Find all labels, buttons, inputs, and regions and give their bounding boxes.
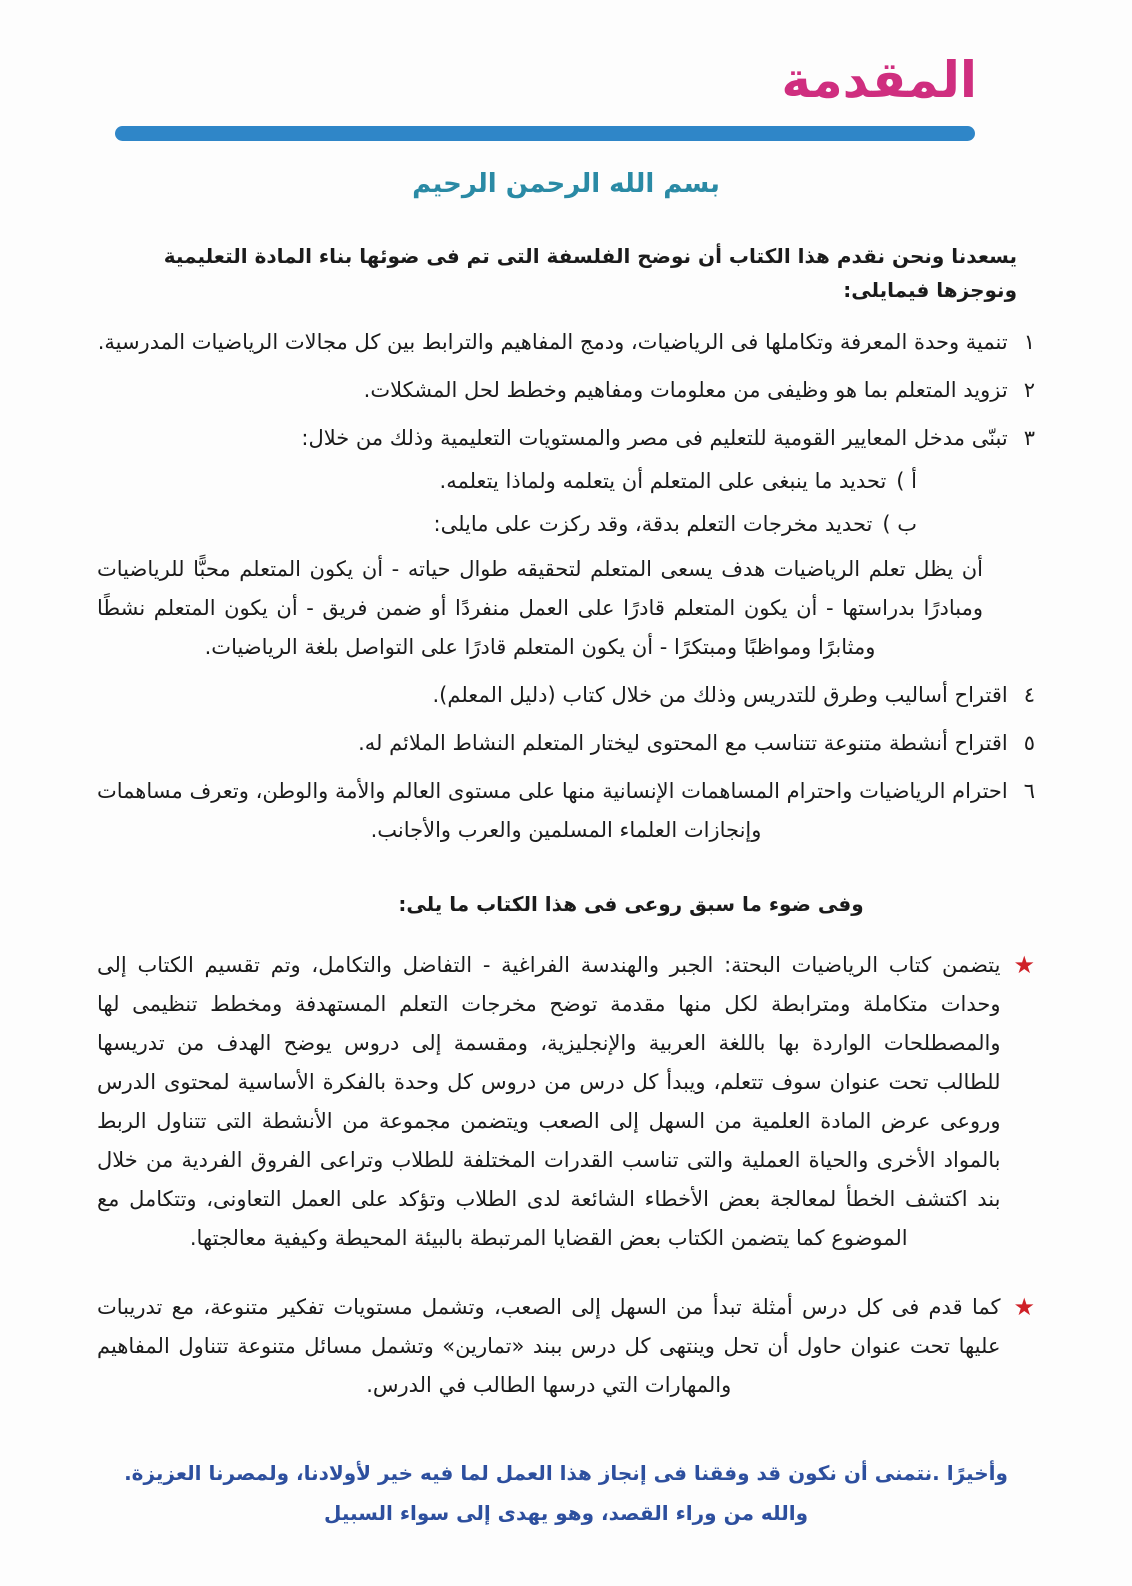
item-number: ٤ — [1023, 682, 1035, 707]
learning-goals-paragraph: أن يظل تعلم الرياضيات هدف يسعى المتعلم لتحقيقه طوال حياته - أن يكون المتعلم محبًّا للرياضيات ومبادرًا بدراستها - أن يكون المتعلم قادرًا على العمل منفردًا أو ضمن فريق - أن يكون المتعلم نشطًا ومثابرًا ومواظبًا ومبتكرًا - أن يكون المتعلم قادرًا على التواصل بلغة الرياضيات. — [97, 556, 983, 659]
item-text: تنمية وحدة المعرفة وتكاملها فى الرياضيات، ودمج المفاهيم والترابط بين كل مجالات الرياضيات المدرسية. — [97, 329, 1008, 354]
closing-line-2: والله من وراء القصد، وهو يهدى إلى سواء السبيل — [323, 1500, 809, 1525]
list-item-2 — [97, 371, 1035, 410]
star-item-text: يتضمن كتاب الرياضيات البحتة: الجبر والهندسة الفراغية - التفاضل والتكامل، وتم تقسيم الكتاب إلى وحدات متكاملة ومترابطة لكل منها مقدمة توضح مخرجات التعلم المستهدفة ومخطط تنظيمى لها والمصطلحات الواردة بها باللغة العربية والإنجليزية، ومقسمة إلى دروس يوضح الهدف من تدريسها للطالب تحت عنوان سوف تتعلم، ويبدأ كل درس من دروس كل وحدة بالفكرة الأساسية لمحتوى الدرس وروعى عرض المادة العلمية من السهل إلى الصعب ويتضمن مجموعة من الأنشطة التى تتناول الربط بالمواد الأخرى والحياة العملية والتى تناسب القدرات المختلفة للطلاب وتراعى الفروق الفردية من خلال بند اكتشف الخطأ لمعالجة بعض الأخطاء الشائعة لدى الطلاب وتؤكد على العمل التعاونى، وتتكامل مع الموضوع كما يتضمن الكتاب بعض القضايا المرتبطة بالبيئة المحيطة وكيفية معالجتها. — [97, 952, 1001, 1250]
page-title: المقدمة — [781, 51, 977, 109]
star-bullet-icon: ★ — [1013, 1292, 1035, 1321]
star-item-text: كما قدم فى كل درس أمثلة تبدأ من السهل إلى الصعب، وتشمل مستويات تفكير متنوعة، مع تدريبات عليها تحت عنوان حاول أن تحل وينتهى كل درس ببند «تمارين» وتشمل مسائل متنوعة تتناول المفاهيم والمهارات التي درسها الطالب في الدرس. — [97, 1294, 1001, 1397]
sub-list-item-a — [97, 462, 917, 501]
item-text: تزويد المتعلم بما هو وظيفى من معلومات ومفاهيم وخطط لحل المشكلات. — [363, 377, 1008, 402]
item-number: ٥ — [1023, 730, 1035, 755]
item-number: ٢ — [1023, 377, 1035, 402]
list-item-6 — [97, 772, 1035, 850]
item-number: ١ — [1023, 329, 1035, 354]
star-list-item-2 — [97, 1288, 1035, 1405]
item-number: ٣ — [1023, 425, 1035, 450]
item-text: تبنّى مدخل المعايير القومية للتعليم فى مصر والمستويات التعليمية وذلك من خلال: — [301, 425, 1008, 450]
closing-line-1: وأخيرًا .نتمنى أن نكون قد وفقنا فى إنجاز هذا العمل لما فيه خير لأولادنا، ولمصرنا العزيزة. — [124, 1460, 1008, 1485]
item-text: احترام الرياضيات واحترام المساهمات الإنسانية منها على مستوى العالم والأمة والوطن، وتعرف مساهمات وإنجازات العلماء المسلمين والعرب والأجانب. — [97, 778, 1008, 842]
sub-item-label: ب ) — [882, 511, 917, 536]
item-text: اقتراح أنشطة متنوعة تتناسب مع المحتوى ليختار المتعلم النشاط الملائم له. — [358, 730, 1008, 755]
star-list-item-1 — [97, 946, 1035, 1258]
numbered-list — [97, 323, 1035, 850]
intro-paragraph: يسعدنا ونحن نقدم هذا الكتاب أن نوضح الفلسفة التى تم فى ضوئها بناء المادة التعليمية ونوجزها فيمايلى: — [163, 243, 1017, 302]
star-bullet-icon: ★ — [1013, 950, 1035, 979]
sub-list-item-b — [97, 505, 917, 544]
title-underline-bar — [115, 126, 975, 141]
list-item-1 — [97, 323, 1035, 362]
sub-item-text: تحديد مخرجات التعلم بدقة، وقد ركزت على مايلى: — [433, 511, 873, 536]
list-item-4 — [97, 676, 1035, 715]
list-item-3 — [97, 419, 1035, 458]
sub-item-label: أ ) — [896, 468, 917, 493]
item-number: ٦ — [1023, 778, 1035, 803]
basmala-text: بسم الله الرحمن الرحيم — [412, 168, 720, 199]
sub-item-text: تحديد ما ينبغى على المتعلم أن يتعلمه ولماذا يتعلمه. — [439, 468, 887, 493]
section-heading: وفى ضوء ما سبق روعى فى هذا الكتاب ما يلى: — [398, 891, 864, 916]
item-text: اقتراح أساليب وطرق للتدريس وذلك من خلال كتاب (دليل المعلم). — [432, 682, 1008, 707]
list-item-5 — [97, 724, 1035, 763]
